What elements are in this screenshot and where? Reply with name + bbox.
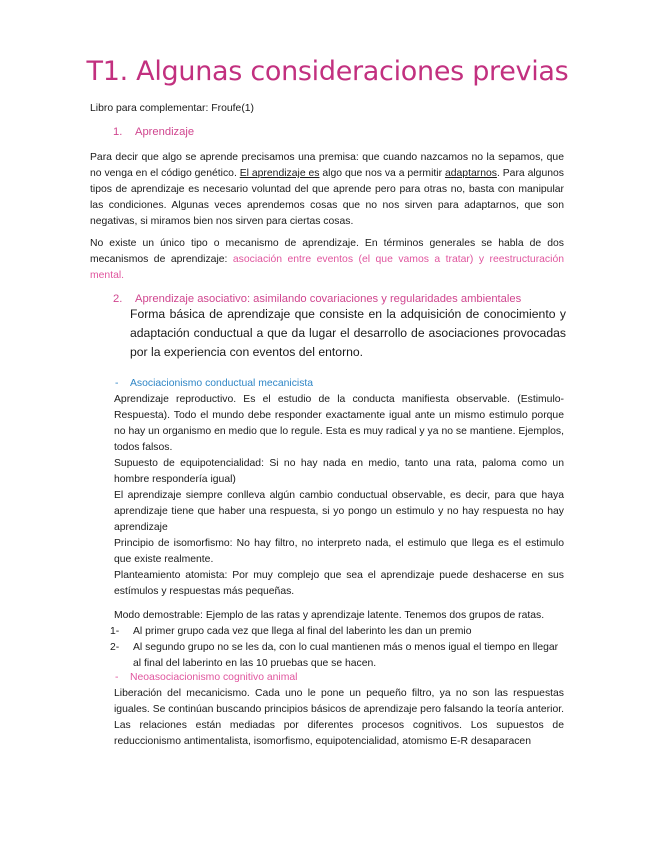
paragraph-atomista (114, 568, 564, 600)
page-title: T1. Algunas consideraciones previas (86, 56, 569, 88)
list-item (110, 624, 566, 640)
underlined-term: El aprendizaje es (239, 168, 320, 179)
paragraph-isomorfismo (114, 536, 564, 568)
paragraph-text: No existe un único tipo o mecanismo de aprendizaje. En términos generales se habla de dos mecanismos de aprendizaje: (90, 238, 564, 265)
paragraph-mecanismos (90, 236, 564, 284)
list-item (110, 640, 566, 672)
paragraph-text: Para decir que algo se aprende precisamos una premisa: que cuando nazcamos no la sepamos, que no venga en el código genético. (90, 152, 564, 179)
underlined-term: adaptarnos (444, 168, 497, 179)
subsection-heading-mecanicista (115, 376, 313, 392)
section-number: 1. (113, 126, 123, 138)
section-title: Aprendizaje (135, 126, 195, 138)
term-text: : No hay filtro, no interpreto nada, el estimulo que llega es el estimulo que existe realmente. (114, 538, 564, 565)
subsection-heading-neoasociacionismo (115, 670, 298, 686)
definition-paragraph: Forma básica de aprendizaje que consiste en la adquisición de conocimiento y adaptación conductual a que da lugar el desarrollo de asociaciones provocadas por la experiencia con eventos del entorno. (130, 307, 566, 359)
subsection-title: Asociacionismo conductual mecanicista (130, 378, 314, 389)
highlighted-text: asociación entre eventos (el que vamos a tratar) y reestructuración mental. (90, 254, 564, 281)
term-text: : Por muy complejo que sea el aprendizaje puede deshacerse en sus estímulos y respuestas más pequeñas. (114, 570, 564, 597)
bullet: - (115, 378, 119, 389)
bullet: - (115, 672, 119, 683)
paragraph-equipotencialidad (114, 456, 564, 488)
subsection-title: Neoasociacionismo cognitivo animal (130, 672, 298, 683)
paragraph-reproductivo: Aprendizaje reproductivo. Es el estudio de la conducta manifiesta observable. (Estimulo-Respuesta). Todo el mundo debe responder exactamente igual ante un mismo estimulo porque no hay un organismo en medio que lo regule. Esta es muy radical y ya no se mantiene. Ejemplos, todos falsos. (114, 394, 564, 453)
list-text: Al segundo grupo no se les da, con lo cual mantienen más o menos igual el tiempo en llegar al final del laberinto en las 10 pruebas que se hacen. (133, 642, 559, 669)
demo-intro: Modo demostrable: Ejemplo de las ratas y aprendizaje latente. Tenemos dos grupos de ratas. (114, 610, 545, 621)
section-title: Aprendizaje asociativo: asimilando covariaciones y regularidades ambientales (135, 293, 522, 305)
term-text: : Si no hay nada en medio, tanto una rata, paloma como un hombre respondería igual) (114, 458, 564, 485)
section-number: 2. (113, 293, 123, 305)
section-heading-aprendizaje (113, 124, 194, 140)
term-label: Principio de isomorfismo (114, 538, 230, 549)
book-reference: Libro para complementar: Froufe(1) (90, 103, 255, 114)
term-label: Planteamiento atomista (114, 570, 225, 581)
term-label: Supuesto de equipotencialidad (114, 458, 262, 469)
list-number: 1- (110, 626, 120, 637)
list-number: 2- (110, 642, 120, 653)
paragraph-text: . Para algunos tipos de aprendizaje es necesario voluntad del que aprende pero para otras no, basta con manipular las condiciones. Algunas veces aprendemos cosas que no nos sirven para adaptarnos, que son negativas, si miramos bien nos sirven para ciertas cosas. (90, 168, 564, 227)
list-text: Al primer grupo cada vez que llega al final del laberinto les dan un premio (133, 626, 472, 637)
paragraph-text: algo que nos va a permitir (319, 168, 445, 179)
paragraph-aprendizaje (90, 150, 564, 230)
mecanicista-content (114, 392, 564, 600)
demo-list (110, 624, 566, 672)
neoasociacionismo-paragraph: Liberación del mecanicismo. Cada uno le pone un pequeño filtro, ya no son las respuestas iguales. Se continúan buscando principios básicos de aprendizaje pero falsando la teoría anterior. Las relaciones están mediadas por diferentes procesos cognitivos. Los supuestos de reduccionismo antimentalista, isomorfismo, equipotencialidad, atomismo E-R desaparacen (114, 688, 564, 747)
paragraph-cambio-conductual: El aprendizaje siempre conlleva algún cambio conductual observable, es decir, para que haya aprendizaje tiene que haber una respuesta, si yo pongo un estimulo y no hay respuesta no hay aprendizaje (114, 490, 564, 533)
